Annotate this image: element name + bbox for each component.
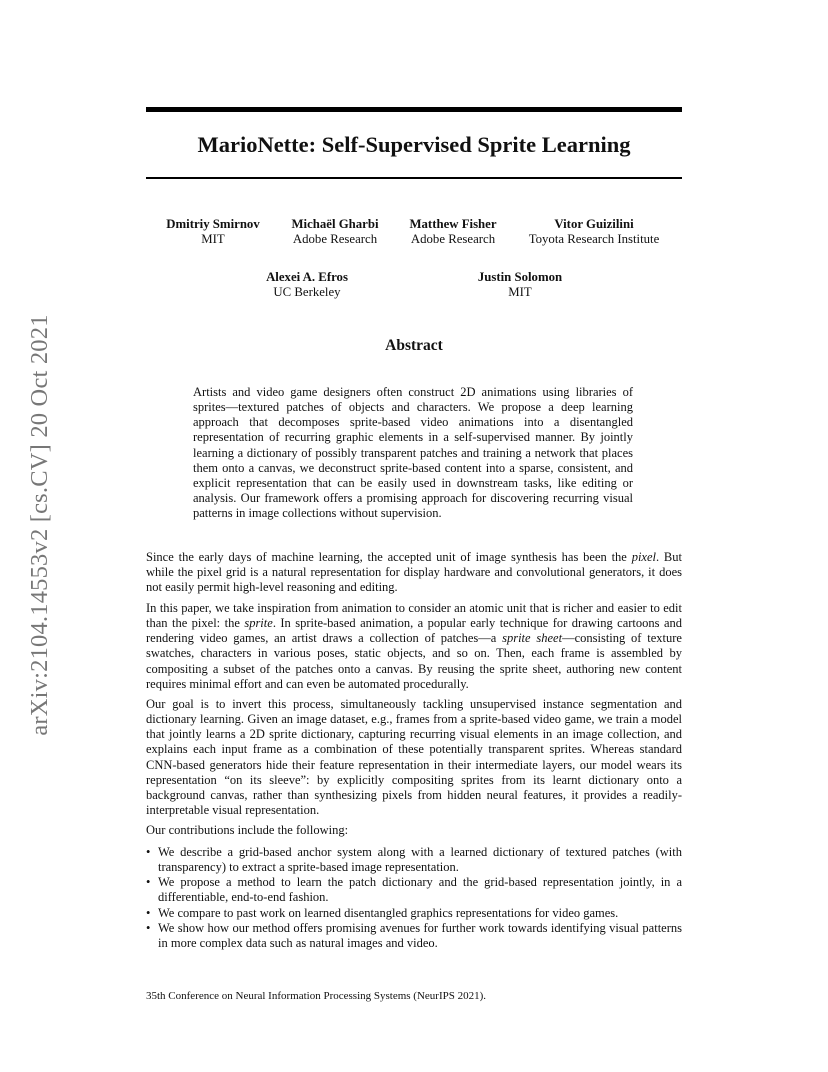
text-span: In this paper, we take inspiration from animation to consider an atomic unit that is richer and easier to edit than the pixel: the [146,601,682,631]
author-block [280,217,390,247]
bullet-glyph: • [146,920,151,935]
intro-paragraph-1 [146,550,682,595]
author-block [158,217,268,247]
list-item [146,845,682,875]
contributions-intro: Our contributions include the following: [146,823,349,837]
author-affiliation: MIT [508,285,532,299]
author-affiliation: Adobe Research [292,232,378,246]
list-item-text: We propose a method to learn the patch dictionary and the grid-based representation jointly, in a differentiable, end-to-end fashion. [158,875,682,905]
list-item [146,921,682,951]
paper-title: MarioNette: Self-Supervised Sprite Learning [197,132,631,157]
author-block [459,270,581,300]
list-item-text: We describe a grid-based anchor system along with a learned dictionary of textured patches (with transparency) to extract a sprite-based image representation. [158,845,682,875]
list-item-text: We show how our method offers promising avenues for further work towards identifying visual patterns in more complex data such as natural images and video. [158,920,682,950]
author-affiliation: Toyota Research Institute [528,232,660,246]
author-block [518,217,670,247]
author-name: Justin Solomon [477,270,563,284]
bullet-glyph: • [146,845,151,859]
author-affiliation: MIT [201,232,225,246]
author-name: Alexei A. Efros [266,270,348,284]
author-block [398,217,508,247]
author-affiliation: UC Berkeley [273,285,341,299]
intro-paragraph-3: Our goal is to invert this process, simultaneously tackling unsupervised instance segmentation and dictionary learning. Given an image dataset, e.g., frames from a sprite-based video game, we train a model that jointly learns a 2D sprite dictionary, capturing recurring visual elements in an image collection, and explains each input frame as a combination of these potentially transparent sprites. Whereas standard CNN-based generators hide their feature representation in their intermediate layers, our model wears its representation “on its sleeve”: by explicitly compositing sprites from its learnt dictionary onto a background canvas, rather than synthesizing pixels from hidden neural features, it provides a readily-interpretable visual representation. [146,697,682,818]
title-rule-bottom [146,177,682,179]
abstract-text: Artists and video game designers often construct 2D animations using libraries of sprites—textured patches of objects and characters. We propose a deep learning approach that decomposes sprite-based video animations into a disentangled representation of recurring graphic elements in a self-supervised manner. By jointly learning a dictionary of possibly transparent patches and training a network that places them onto a canvas, we deconstruct sprite-based content into a sparse, consistent, and explicit representation that can be easily used in downstream tasks, like editing or analysis. Our framework offers a promising approach for discovering recurring visual patterns in image collections without supervision. [193,385,633,521]
author-name: Dmitriy Smirnov [166,217,260,231]
emphasis: sprite [244,616,273,631]
text-span: —consisting of texture swatches, characters in various poses, static objects, and so on. Then, each frame is assembled by compositing a subset of the patches onto a canvas. By reusing the sprite sheet, authoring new content requires minimal effort and can even be automated procedurally. [146,631,682,691]
author-name: Michaël Gharbi [291,217,379,231]
text-span: . In sprite-based animation, a popular early technique for drawing cartoons and rendering video games, an artist draws a collection of patches—a [146,616,683,646]
emphasis: pixel [631,550,656,564]
contributions-list [146,845,682,951]
emphasis: sprite sheet [502,631,563,646]
list-item-text: We compare to past work on learned disentangled graphics representations for video games. [158,905,619,920]
bullet-glyph: • [146,875,151,890]
title-rule-top [146,107,682,112]
conference-footnote: 35th Conference on Neural Information Processing Systems (NeurIPS 2021). [146,990,487,1002]
author-affiliation: Adobe Research [410,232,496,246]
arxiv-identifier: arXiv:2104.14553v2 [cs.CV] 20 Oct 2021 [26,314,53,736]
text-span: Since the early days of machine learning, the accepted unit of image synthesis has been the [146,550,632,564]
intro-paragraph-2 [146,601,682,692]
list-item [146,875,682,905]
author-block [247,270,367,300]
text-span: . But while the pixel grid is a natural representation for display hardware and convolutional generators, it does not easily permit high-level reasoning and editing. [146,550,682,595]
arxiv-sidebar [24,290,56,760]
author-name: Matthew Fisher [409,217,497,231]
abstract-heading: Abstract [385,337,443,354]
bullet-glyph: • [146,905,151,920]
list-item [146,906,682,921]
author-name: Vitor Guizilini [554,217,634,231]
